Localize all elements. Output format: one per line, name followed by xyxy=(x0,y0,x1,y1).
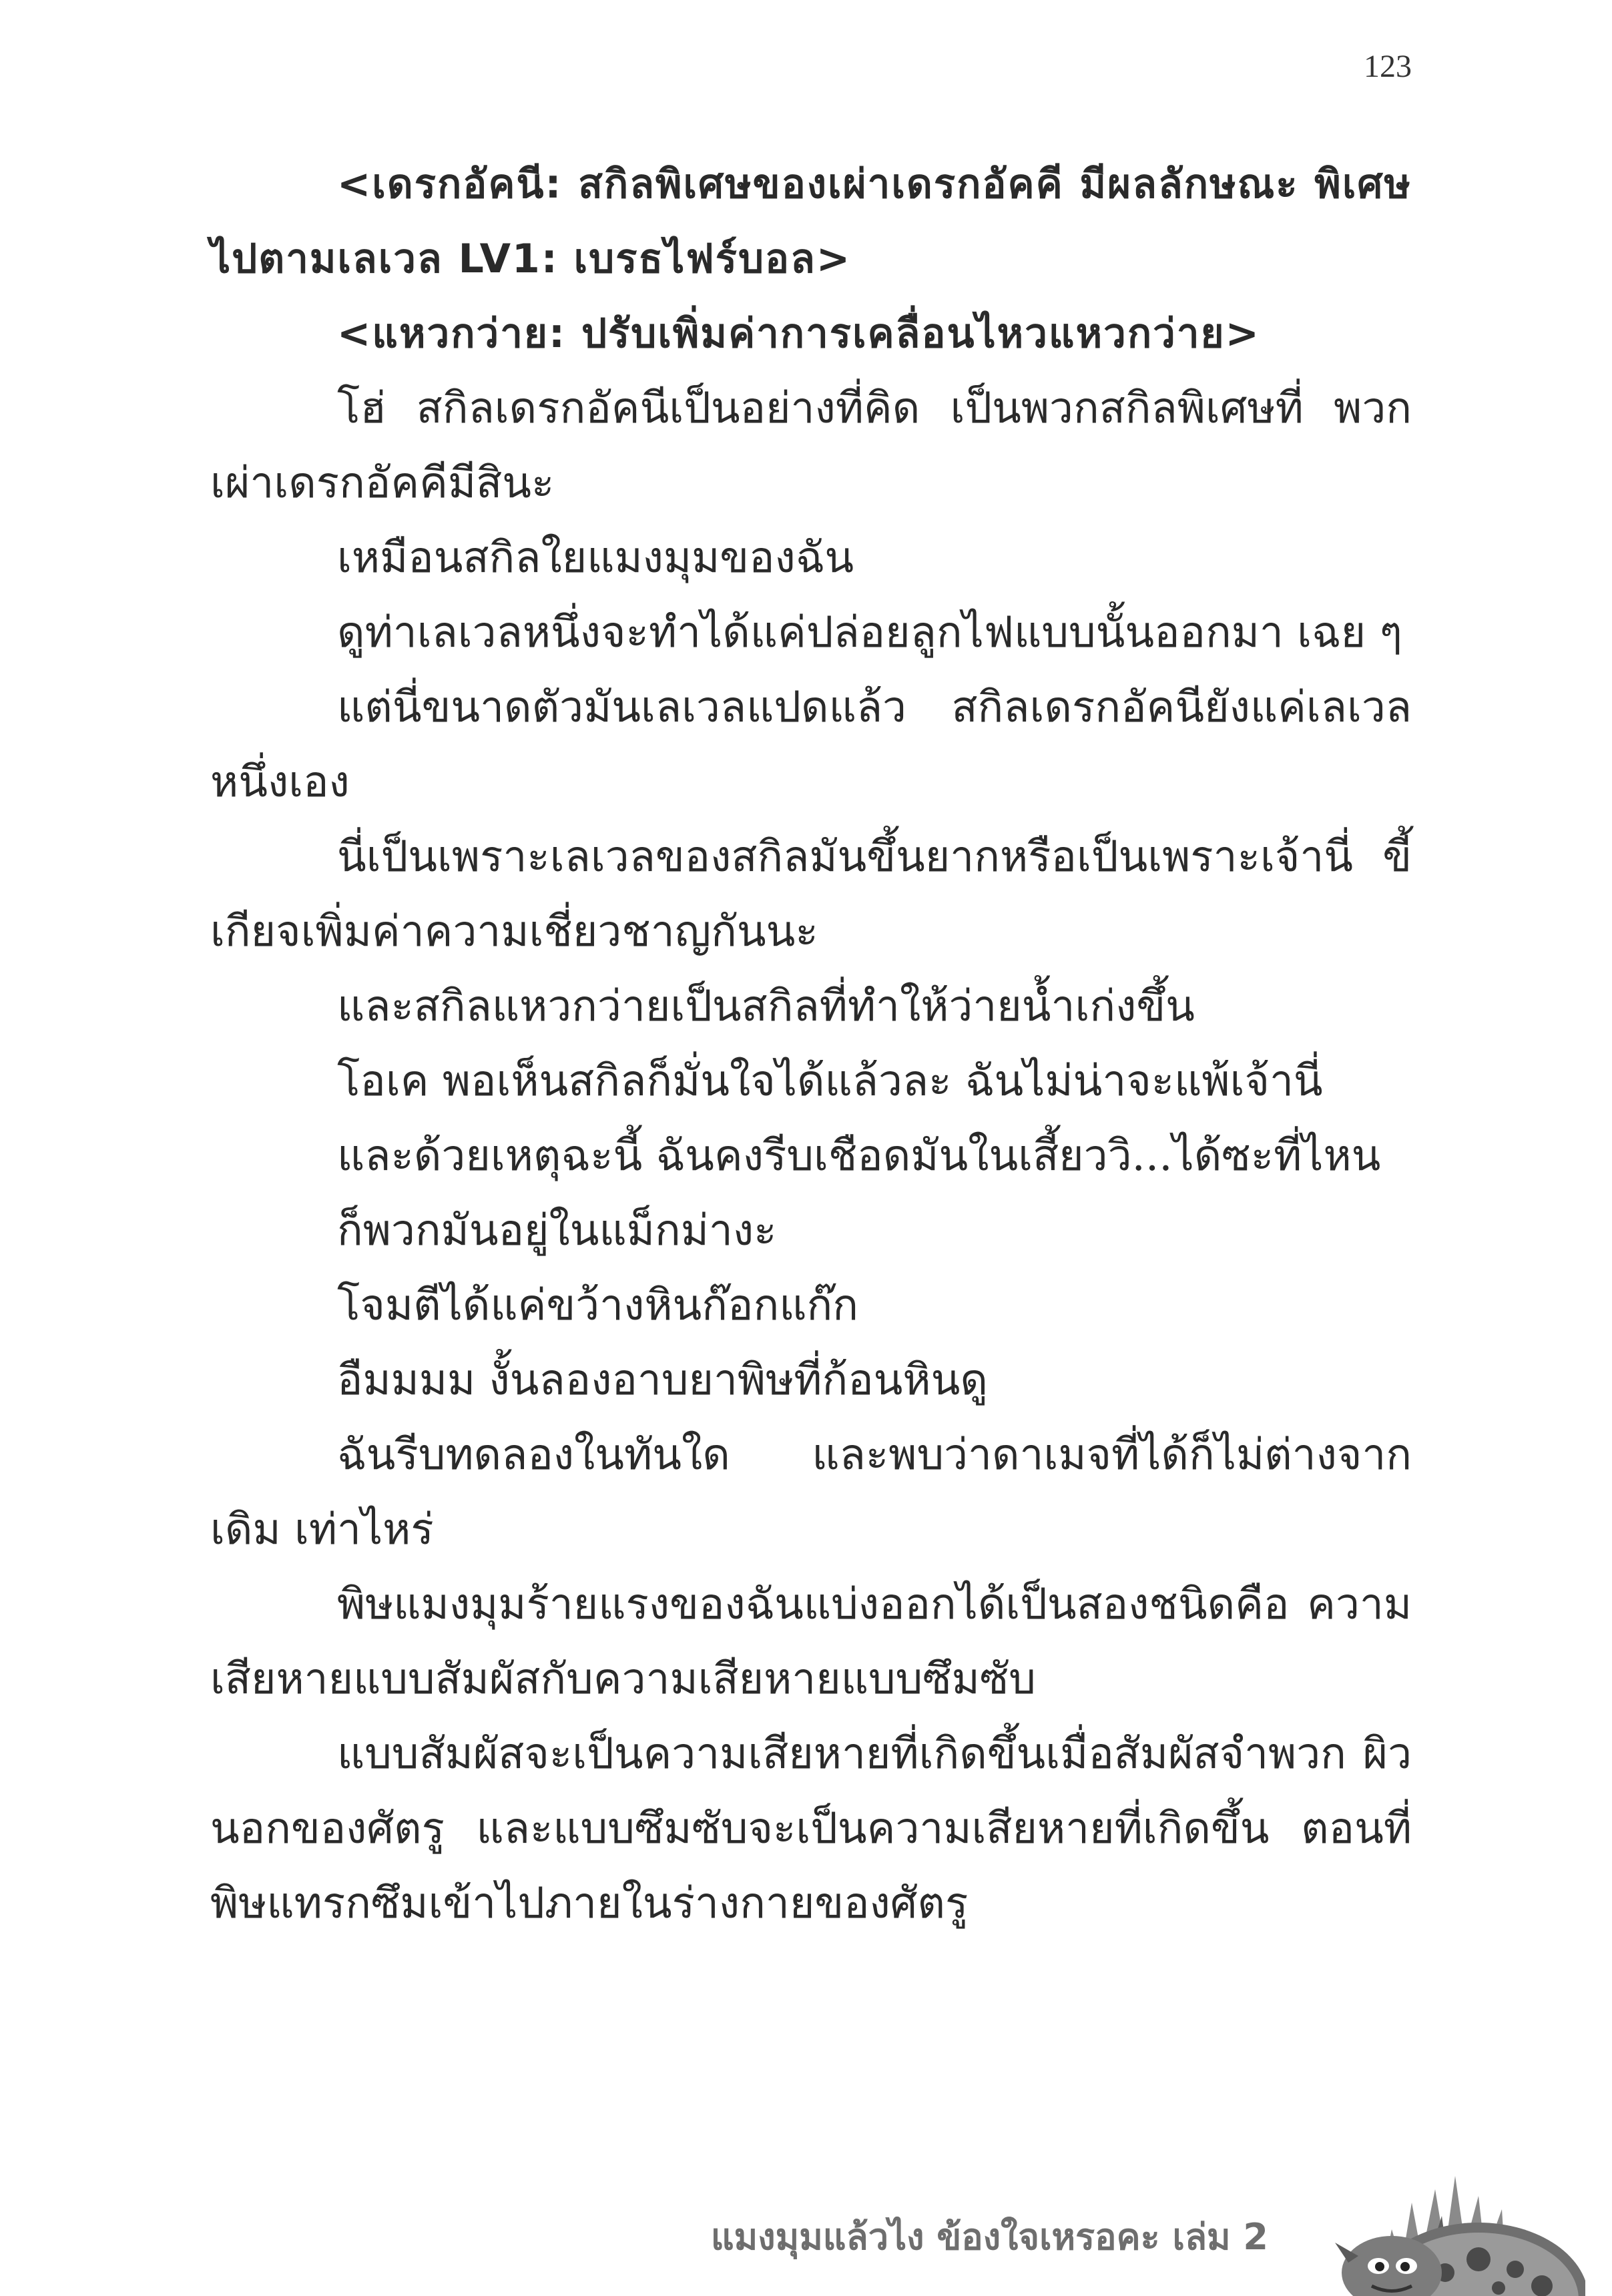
paragraph xyxy=(210,670,1412,820)
text-line: แต่นี่ขนาดตัวมันเลเวลแปดแล้ว สกิลเดรกอัคนียังแค่เลเวล xyxy=(337,683,1412,732)
text-line: เสียหายแบบสัมผัสกับความเสียหายแบบซึมซับ xyxy=(210,1655,1036,1704)
paragraph xyxy=(210,1717,1412,1941)
paragraph xyxy=(210,1418,1412,1567)
system-message-paragraph xyxy=(210,296,1412,371)
text-line: นี่เป็นเพราะเลเวลของสกิลมันขึ้นยากหรือเป็นเพราะเจ้านี่ xyxy=(337,832,1354,882)
text-line: โอเค พอเห็นสกิลก็มั่นใจได้แล้วละ ฉันไม่น่าจะแพ้เจ้านี่ xyxy=(337,1057,1323,1106)
page-footer xyxy=(710,2122,1612,2296)
text-line: ฉันรีบทดลองในทันใด และพบว่าดาเมจที่ได้ก็ไม่ต่างจากเดิม xyxy=(210,1430,1412,1554)
text-line: โจมตีได้แค่ขว้างหินก๊อกแก๊ก xyxy=(337,1281,858,1330)
text-line: หนึ่งเอง xyxy=(210,758,350,807)
text-line: <แหวกว่าย: ปรับเพิ่มค่าการเคลื่อนไหวแหวกว่าย> xyxy=(337,310,1260,357)
text-line: เท่าไหร่ xyxy=(294,1505,434,1554)
paragraph xyxy=(210,1343,1412,1418)
text-line: ขี้เกียจเพิ่มค่าความเชี่ยวชาญกันนะ xyxy=(210,832,1412,956)
text-line: ผิวนอกของศัตรู และแบบซึมซับจะเป็นความเสียหายที่เกิดขึ้น xyxy=(210,1729,1412,1853)
paragraph xyxy=(210,521,1412,595)
paragraph xyxy=(210,1193,1412,1268)
paragraph xyxy=(210,1044,1412,1119)
system-message-paragraph xyxy=(210,147,1412,296)
text-line: พิษแมงมุมร้ายแรงของฉันแบ่งออกได้เป็นสองชนิดคือ ความ xyxy=(337,1580,1412,1629)
paragraph xyxy=(210,969,1412,1044)
text-line: ตอนที่พิษแทรกซึมเข้าไปภายในร่างกายของศัตรู xyxy=(210,1804,1412,1928)
text-line: เหมือนสกิลใยแมงมุมของฉัน xyxy=(337,533,854,583)
text-line: ก็พวกมันอยู่ในแม็กม่างะ xyxy=(337,1206,777,1255)
body-text xyxy=(210,147,1412,1941)
paragraph xyxy=(210,820,1412,969)
text-line: อืมมมม งั้นลองอาบยาพิษที่ก้อนหินดู xyxy=(337,1356,988,1405)
text-line: แบบสัมผัสจะเป็นความเสียหายที่เกิดขึ้นเมื่อสัมผัสจำพวก xyxy=(337,1729,1346,1779)
paragraph xyxy=(210,371,1412,521)
text-line: เฉย ๆ xyxy=(1297,608,1402,657)
book-title: แมงมุมแล้วไง ข้องใจเหรอคะ เล่ม 2 xyxy=(710,2216,1268,2258)
text-line: และสกิลแหวกว่ายเป็นสกิลที่ทำให้ว่ายน้ำเก่งขึ้น xyxy=(337,982,1195,1031)
paragraph xyxy=(210,595,1412,670)
text-line: ดูท่าเลเวลหนึ่งจะทำได้แค่ปล่อยลูกไฟแบบนั้นออกมา xyxy=(337,608,1284,657)
paragraph xyxy=(210,1268,1412,1343)
paragraph xyxy=(210,1119,1412,1193)
text-line: และด้วยเหตุฉะนี้ ฉันคงรีบเชือดมันในเสี้ยววิ...ได้ซะที่ไหน xyxy=(337,1131,1381,1181)
text-line: <เดรกอัคนี: สกิลพิเศษของเผ่าเดรกอัคคี มีผลลักษณะ xyxy=(337,161,1299,208)
spider-egg-mascot-icon xyxy=(1278,2129,1585,2296)
text-line: โฮ่ สกิลเดรกอัคนีเป็นอย่างที่คิด เป็นพวกสกิลพิเศษที่ xyxy=(337,384,1304,433)
paragraph xyxy=(210,1567,1412,1717)
text-line: พวกเผ่าเดรกอัคคีมีสินะ xyxy=(210,384,1412,508)
text-line: พิเศษไปตามเลเวล LV1: เบรธไฟร์บอล> xyxy=(210,161,1412,282)
page-number: 123 xyxy=(1364,49,1412,84)
